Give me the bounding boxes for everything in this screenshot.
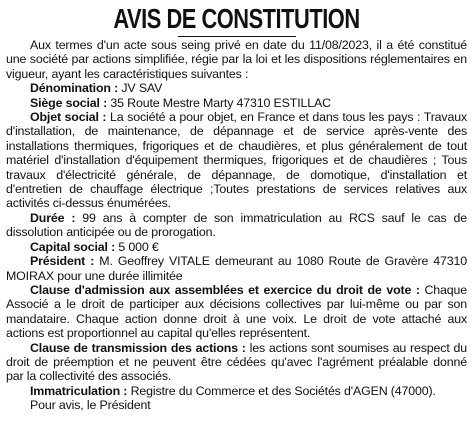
immatriculation-value: Registre du Commerce et des Sociétés d'AGEN (47000). bbox=[127, 383, 436, 398]
capital-value: 5 000 € bbox=[115, 239, 159, 254]
siege-label: Siège social : bbox=[30, 95, 108, 110]
capital-line bbox=[6, 240, 467, 254]
duree-value: 99 ans à compter de son immatriculation au RCS sauf le cas de dissolution anticipée ou de prorogation. bbox=[6, 210, 467, 240]
denomination-value: JV SAV bbox=[118, 81, 163, 96]
notice-title: AVIS DE CONSTITUTION bbox=[113, 3, 360, 34]
transmission-paragraph bbox=[6, 341, 467, 384]
signature-text: Pour avis, le Président bbox=[30, 398, 151, 413]
transmission-label: Clause de transmission des actions : bbox=[30, 340, 246, 355]
transmission-value: les actions sont soumises au respect du droit de préemption et ne peuvent être cédées qu'avec l'agrément préalable donné par la collectivité des associés. bbox=[6, 340, 467, 384]
siege-line bbox=[6, 96, 467, 110]
siege-value: 35 Route Mestre Marty 47310 ESTILLAC bbox=[107, 95, 331, 110]
title-underline bbox=[178, 36, 296, 37]
duree-paragraph bbox=[6, 211, 467, 240]
president-paragraph bbox=[6, 254, 467, 283]
duree-label: Durée : bbox=[30, 210, 76, 225]
signature-line bbox=[6, 398, 467, 412]
objet-paragraph bbox=[6, 110, 467, 211]
denomination-line bbox=[6, 81, 467, 95]
admission-value: Chaque Associé a le droit de participer aux décisions collectives par lui-même ou par son mandataire. Chaque action donne droit à une voix. Le droit de vote attaché aux actions est proportionnel au capital qu'elles représentent. bbox=[6, 282, 468, 341]
immatriculation-line bbox=[6, 384, 467, 398]
immatriculation-label: Immatriculation : bbox=[30, 383, 128, 398]
admission-paragraph bbox=[6, 283, 467, 341]
president-label: Président : bbox=[30, 254, 95, 269]
denomination-label: Dénomination : bbox=[30, 81, 119, 96]
president-value: M. Geoffrey VITALE demeurant au 1080 Route de Gravère 47310 MOIRAX pour une durée illimitée bbox=[6, 254, 468, 283]
intro-text: Aux termes d'un acte sous seing privé en date du 11/08/2023, il a été constitué une société par actions simplifiée, régie par la loi et les dispositions réglementaires en vigueur, ayant les caractéristiques suivantes : bbox=[6, 38, 467, 81]
admission-label: Clause d'admission aux assemblées et exercice du droit de vote : bbox=[30, 282, 420, 297]
objet-value: La société a pour objet, en France et dans tous les pays : Travaux d'installation, de maintenance, de dépannage et de service après-vente des installations thermiques, frigoriques et de chaudières, et plus généralement de tout matériel d'installation d'équipement thermiques, frigoriques et de chaudières ; Tous travaux d'électricité générale, de dépannage, de domotique, d'installation et d'entretien de chauffage électrique ;Toutes prestations de services relatives aux activités ci-dessus énumérées. bbox=[6, 110, 467, 211]
objet-label: Objet social : bbox=[30, 110, 107, 125]
intro-paragraph bbox=[6, 38, 467, 81]
capital-label: Capital social : bbox=[30, 239, 116, 254]
